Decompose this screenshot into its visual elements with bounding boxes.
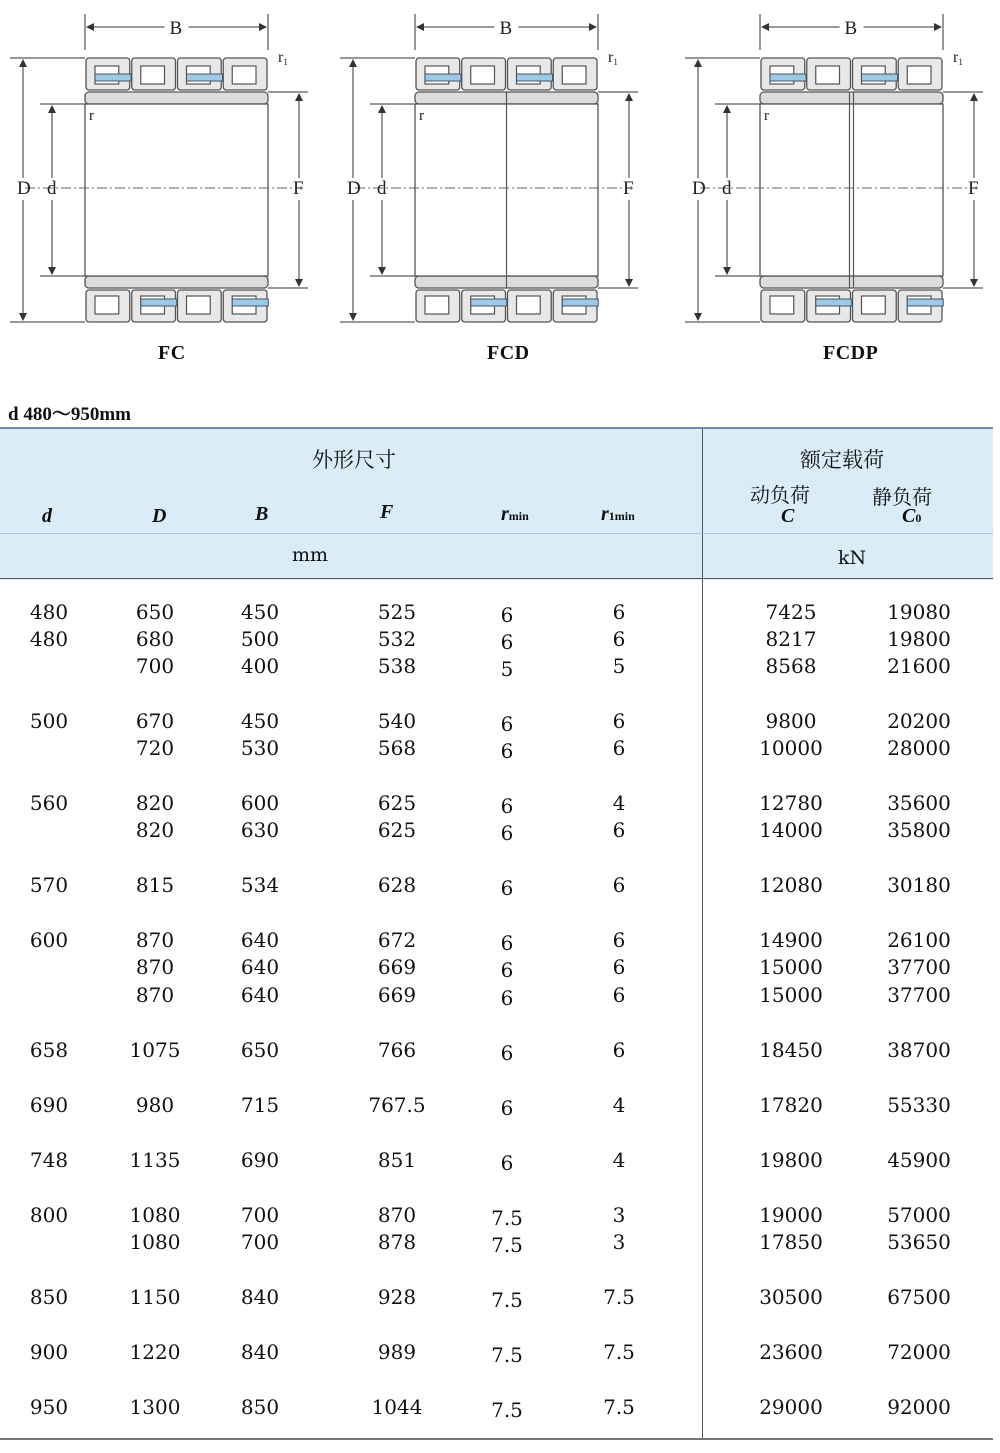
cell-r: 6 (500, 958, 514, 982)
cell-r: 7.5 (491, 1206, 523, 1230)
dimension-D-label: D (347, 178, 361, 199)
roller (816, 66, 840, 84)
static-load-heading: 静负荷 (872, 485, 932, 509)
cell-r: 6 (500, 1041, 514, 1065)
cell-r1: 6 (612, 873, 626, 897)
cell-r: 6 (500, 931, 514, 955)
cell-C0: 35600 (887, 791, 951, 815)
col-header-d: d (42, 505, 52, 527)
dimension-b-label: B (499, 18, 513, 39)
cell-C0: 26100 (887, 928, 951, 952)
dimension-D-label: D (17, 178, 31, 199)
cell-r: 6 (500, 1151, 514, 1175)
cell-r1: 4 (612, 1148, 626, 1172)
diameter-range-label: d 480～950mm (8, 404, 131, 425)
cell-D: 870 (135, 955, 175, 979)
cell-r1: 7.5 (603, 1340, 635, 1364)
lube-hole (562, 299, 598, 306)
cell-F: 532 (377, 627, 417, 651)
dimension-r-label: r (419, 108, 424, 124)
dimension-r1-sub: 1 (958, 57, 963, 67)
cell-B: 630 (240, 818, 280, 842)
cell-B: 840 (240, 1340, 280, 1364)
cell-C0: 35800 (887, 818, 951, 842)
cell-D: 680 (135, 627, 175, 651)
cell-r: 6 (500, 603, 514, 627)
lube-hole (862, 74, 898, 81)
cell-d: 570 (29, 873, 69, 897)
cell-r1: 6 (612, 955, 626, 979)
dimension-d-label: d (377, 178, 387, 199)
cell-C: 30500 (759, 1285, 823, 1309)
cell-B: 715 (240, 1093, 280, 1117)
lube-hole (187, 74, 223, 81)
cell-C0: 20200 (887, 709, 951, 733)
cell-D: 670 (135, 709, 175, 733)
cell-C0: 38700 (887, 1038, 951, 1062)
cell-C0: 19080 (887, 600, 951, 624)
cell-B: 690 (240, 1148, 280, 1172)
cell-r: 6 (500, 739, 514, 763)
lube-hole (95, 74, 131, 81)
cell-r: 6 (500, 712, 514, 736)
cell-r: 7.5 (491, 1288, 523, 1312)
lube-hole (232, 299, 268, 306)
cell-r: 7.5 (491, 1233, 523, 1257)
col-header-C: C (781, 505, 795, 527)
cell-B: 840 (240, 1285, 280, 1309)
cell-B: 600 (240, 791, 280, 815)
col-header-r1min: r1min (601, 503, 635, 525)
cell-B: 700 (240, 1203, 280, 1227)
col-header-C0: C0 (902, 505, 922, 527)
header-divider (702, 429, 703, 580)
cell-r1: 7.5 (603, 1285, 635, 1309)
diagram-label-fcd: FCD (487, 342, 530, 364)
cell-F: 766 (377, 1038, 417, 1062)
col-header-F: F (380, 501, 394, 523)
cell-C: 19000 (759, 1203, 823, 1227)
col-header-B: B (255, 503, 269, 525)
cell-C0: 53650 (887, 1230, 951, 1254)
cell-r1: 3 (612, 1203, 626, 1227)
cell-d: 950 (29, 1395, 69, 1419)
cell-D: 1150 (129, 1285, 181, 1309)
cell-B: 400 (240, 654, 280, 678)
cell-C0: 45900 (887, 1148, 951, 1172)
roller (425, 296, 449, 314)
cell-C: 29000 (759, 1395, 823, 1419)
cell-d: 850 (29, 1285, 69, 1309)
cell-C: 12080 (759, 873, 823, 897)
cell-C: 12780 (759, 791, 823, 815)
cell-F: 628 (377, 873, 417, 897)
dimension-b-label: B (169, 18, 183, 39)
cell-r: 7.5 (491, 1343, 523, 1367)
inner-ring (760, 276, 943, 288)
cell-C: 10000 (759, 736, 823, 760)
cell-d: 658 (29, 1038, 69, 1062)
cell-B: 700 (240, 1230, 280, 1254)
cell-D: 1075 (129, 1038, 181, 1062)
cell-B: 450 (240, 709, 280, 733)
dimension-d-label: d (722, 178, 732, 199)
roller (187, 296, 211, 314)
bearing-diagrams (0, 0, 1000, 380)
cell-C0: 37700 (887, 983, 951, 1007)
table-header (0, 427, 993, 580)
cell-C0: 55330 (887, 1093, 951, 1117)
cell-F: 540 (377, 709, 417, 733)
dimension-r-label: r (764, 108, 769, 124)
cell-d: 800 (29, 1203, 69, 1227)
bore-outline (760, 104, 943, 276)
dimension-D-label: D (692, 178, 706, 199)
cell-d: 500 (29, 709, 69, 733)
cell-D: 870 (135, 928, 175, 952)
cell-C: 9800 (765, 709, 817, 733)
roller (141, 66, 165, 84)
cell-B: 530 (240, 736, 280, 760)
cell-r: 6 (500, 821, 514, 845)
cell-r: 6 (500, 630, 514, 654)
cell-C0: 57000 (887, 1203, 951, 1227)
cell-r1: 6 (612, 736, 626, 760)
cell-r: 5 (500, 657, 514, 681)
cell-d: 480 (29, 627, 69, 651)
col-header-rmin: rmin (501, 503, 529, 525)
cell-D: 1080 (129, 1230, 181, 1254)
cell-B: 640 (240, 955, 280, 979)
dimension-d-label: d (47, 178, 57, 199)
cell-D: 1220 (129, 1340, 181, 1364)
lube-hole (770, 74, 806, 81)
cell-r: 6 (500, 876, 514, 900)
cell-D: 870 (135, 983, 175, 1007)
cell-r: 6 (500, 794, 514, 818)
unit-kN: kN (838, 547, 867, 569)
lube-hole (907, 299, 943, 306)
cell-F: 672 (377, 928, 417, 952)
lube-hole (425, 74, 461, 81)
cell-d: 690 (29, 1093, 69, 1117)
cell-C0: 67500 (887, 1285, 951, 1309)
cell-F: 870 (377, 1203, 417, 1227)
cell-r1: 4 (612, 1093, 626, 1117)
cell-F: 625 (377, 791, 417, 815)
dimension-F-label: F (293, 178, 304, 199)
cell-C: 14900 (759, 928, 823, 952)
cell-F: 568 (377, 736, 417, 760)
cell-C: 7425 (765, 600, 817, 624)
dimension-r1-label: r1 (278, 49, 288, 67)
table-bottom-line (0, 1438, 993, 1440)
cell-F: 1044 (371, 1395, 423, 1419)
cell-B: 534 (240, 873, 280, 897)
cell-D: 1300 (129, 1395, 181, 1419)
cell-D: 650 (135, 600, 175, 624)
cell-D: 820 (135, 791, 175, 815)
roller (95, 296, 119, 314)
cell-F: 878 (377, 1230, 417, 1254)
cell-d: 900 (29, 1340, 69, 1364)
header-unit-divider (0, 533, 993, 534)
cell-r1: 6 (612, 600, 626, 624)
bore-outline (85, 104, 268, 276)
cell-C: 15000 (759, 983, 823, 1007)
dimension-r1-sub: 1 (613, 57, 618, 67)
cell-F: 851 (377, 1148, 417, 1172)
cell-C0: 30180 (887, 873, 951, 897)
roller (562, 66, 586, 84)
cell-r1: 3 (612, 1230, 626, 1254)
cell-C0: 21600 (887, 654, 951, 678)
cell-D: 980 (135, 1093, 175, 1117)
cell-D: 1080 (129, 1203, 181, 1227)
roller (862, 296, 886, 314)
cell-F: 928 (377, 1285, 417, 1309)
cell-C0: 19800 (887, 627, 951, 651)
dynamic-load-heading: 动负荷 (750, 483, 810, 507)
inner-ring (85, 276, 268, 288)
lube-hole (471, 299, 507, 306)
inner-ring (760, 92, 943, 104)
diagram-label-fcdp: FCDP (823, 342, 879, 364)
cell-r: 6 (500, 986, 514, 1010)
cell-D: 1135 (129, 1148, 181, 1172)
roller (471, 66, 495, 84)
lube-hole (141, 299, 177, 306)
cell-F: 538 (377, 654, 417, 678)
cell-C: 17820 (759, 1093, 823, 1117)
cell-F: 625 (377, 818, 417, 842)
cell-F: 989 (377, 1340, 417, 1364)
lube-hole (517, 74, 553, 81)
cell-r1: 6 (612, 1038, 626, 1062)
cell-r1: 6 (612, 928, 626, 952)
bearing-diagram-svg (0, 0, 1000, 340)
cell-r: 7.5 (491, 1398, 523, 1422)
dimension-r-label: r (89, 108, 94, 124)
group-dimensions-heading: 外形尺寸 (312, 448, 396, 472)
cell-C: 23600 (759, 1340, 823, 1364)
cell-B: 450 (240, 600, 280, 624)
group-load-heading: 额定载荷 (800, 448, 884, 472)
diagram-label-fc: FC (158, 342, 186, 364)
cell-C: 19800 (759, 1148, 823, 1172)
cell-r1: 6 (612, 627, 626, 651)
cell-D: 815 (135, 873, 175, 897)
cell-B: 640 (240, 983, 280, 1007)
cell-C0: 92000 (887, 1395, 951, 1419)
cell-D: 820 (135, 818, 175, 842)
diagram-layer (10, 14, 983, 322)
dimension-F-label: F (968, 178, 979, 199)
cell-r: 6 (500, 1096, 514, 1120)
cell-B: 650 (240, 1038, 280, 1062)
dimension-F-label: F (623, 178, 634, 199)
cell-d: 560 (29, 791, 69, 815)
cell-F: 669 (377, 955, 417, 979)
dimension-r1-label: r1 (608, 49, 618, 67)
cell-C: 17850 (759, 1230, 823, 1254)
roller (232, 66, 256, 84)
cell-C0: 72000 (887, 1340, 951, 1364)
roller (907, 66, 931, 84)
cell-C: 15000 (759, 955, 823, 979)
unit-mm: mm (292, 544, 329, 566)
table-body-divider (702, 578, 703, 1438)
cell-D: 720 (135, 736, 175, 760)
roller (517, 296, 541, 314)
cell-r1: 5 (612, 654, 626, 678)
cell-C0: 28000 (887, 736, 951, 760)
cell-D: 700 (135, 654, 175, 678)
cell-F: 767.5 (368, 1093, 426, 1117)
cell-C: 14000 (759, 818, 823, 842)
cell-r1: 4 (612, 791, 626, 815)
col-header-D: D (152, 505, 167, 527)
cell-F: 525 (377, 600, 417, 624)
cell-r1: 7.5 (603, 1395, 635, 1419)
cell-r1: 6 (612, 709, 626, 733)
inner-ring (85, 92, 268, 104)
cell-F: 669 (377, 983, 417, 1007)
cell-C0: 37700 (887, 955, 951, 979)
header-bottom-line (0, 578, 993, 579)
lube-hole (816, 299, 852, 306)
dimension-r1-label: r1 (953, 49, 963, 67)
cell-r1: 6 (612, 983, 626, 1007)
cell-d: 600 (29, 928, 69, 952)
roller (770, 296, 794, 314)
cell-d: 480 (29, 600, 69, 624)
dimension-r1-sub: 1 (283, 57, 288, 67)
dimension-b-label: B (844, 18, 858, 39)
cell-B: 500 (240, 627, 280, 651)
cell-C: 18450 (759, 1038, 823, 1062)
cell-B: 640 (240, 928, 280, 952)
cell-d: 748 (29, 1148, 69, 1172)
cell-r1: 6 (612, 818, 626, 842)
cell-C: 8568 (765, 654, 817, 678)
cell-B: 850 (240, 1395, 280, 1419)
cell-C: 8217 (765, 627, 817, 651)
